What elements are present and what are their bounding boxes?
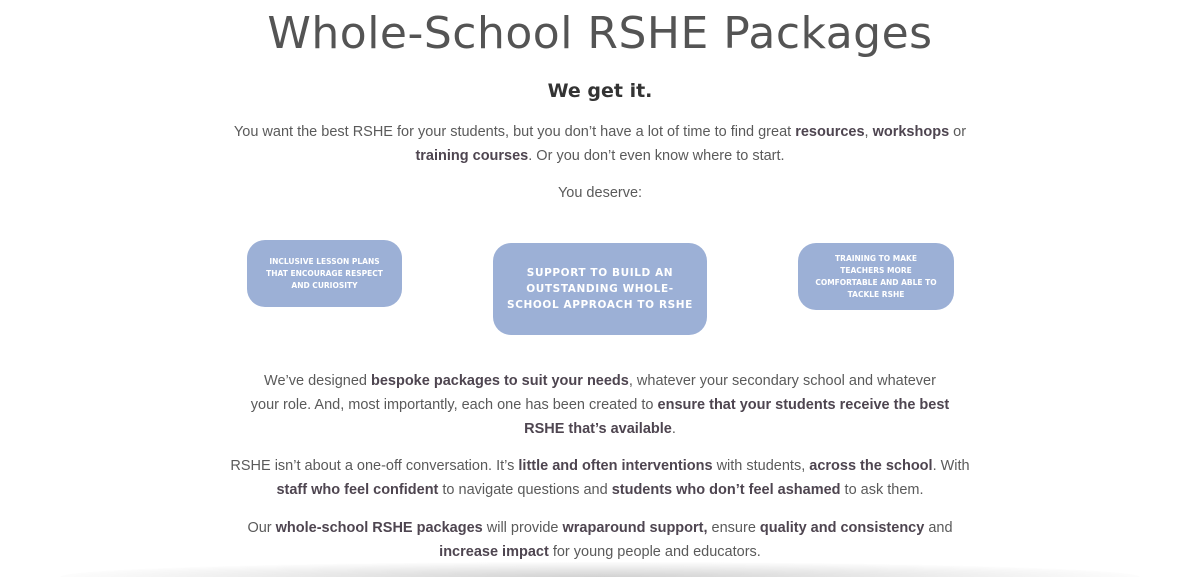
emphasis-text: wraparound support, — [562, 520, 708, 536]
card-lesson-plans: INCLUSIVE LESSON PLANS THAT ENCOURAGE RESPECT AND CURIOSITY — [247, 240, 402, 307]
emphasis-text: workshops — [872, 124, 950, 140]
body-text: We’ve designed — [264, 373, 371, 389]
emphasis-text: bespoke packages to suit your needs — [370, 373, 629, 389]
card-whole-school-support: SUPPORT TO BUILD AN OUTSTANDING WHOLE-SCHOOL APPROACH TO RSHE — [493, 243, 707, 335]
body-text: . Or you don’t even know where to start. — [528, 148, 785, 164]
emphasis-text: quality and consistency — [759, 520, 925, 536]
body-text: to navigate questions and — [438, 482, 612, 498]
you-deserve-text — [230, 181, 970, 205]
emphasis-text: students who don’t feel ashamed — [611, 482, 841, 498]
body-text: . — [671, 421, 676, 437]
body-text: to ask them. — [840, 482, 924, 498]
emphasis-text: training courses — [415, 148, 529, 164]
page-subtitle: We get it. — [547, 80, 653, 102]
body-text: You deserve: — [557, 185, 643, 201]
emphasis-text: staff who feel confident — [276, 482, 439, 498]
body-text: , — [864, 124, 873, 140]
bottom-shadow — [60, 562, 1140, 577]
body-text: will provide — [482, 520, 563, 536]
emphasis-text: little and often interventions — [518, 458, 713, 474]
emphasis-text: resources — [795, 124, 865, 140]
body-text: or — [949, 124, 967, 140]
emphasis-text: ensure that your students receive the best RSHE that’s available — [524, 397, 950, 437]
rshe-interventions-paragraph — [230, 454, 970, 502]
packages-summary-paragraph — [230, 516, 970, 564]
bespoke-packages-paragraph — [250, 369, 950, 441]
body-text: for young people and educators. — [548, 544, 761, 560]
emphasis-text: increase impact — [439, 544, 549, 560]
body-text: , whatever your secondary school and whatever your role. And, most importantly, each one has been created to — [250, 373, 936, 413]
body-text: with students, — [712, 458, 810, 474]
body-text: . With — [932, 458, 970, 474]
body-text: You want the best RSHE for your students, but you don’t have a lot of time to find great — [233, 124, 796, 140]
body-text: ensure — [707, 520, 760, 536]
intro-paragraph — [230, 120, 970, 168]
page-title: Whole-School RSHE Packages — [267, 8, 933, 59]
body-text: RSHE isn’t about a one-off conversation. It’s — [230, 458, 519, 474]
emphasis-text: across the school — [809, 458, 933, 474]
body-text: and — [924, 520, 953, 536]
emphasis-text: whole-school RSHE packages — [275, 520, 483, 536]
card-teacher-training: TRAINING TO MAKE TEACHERS MORE COMFORTABLE AND ABLE TO TACKLE RSHE — [798, 243, 954, 310]
body-text: Our — [247, 520, 276, 536]
